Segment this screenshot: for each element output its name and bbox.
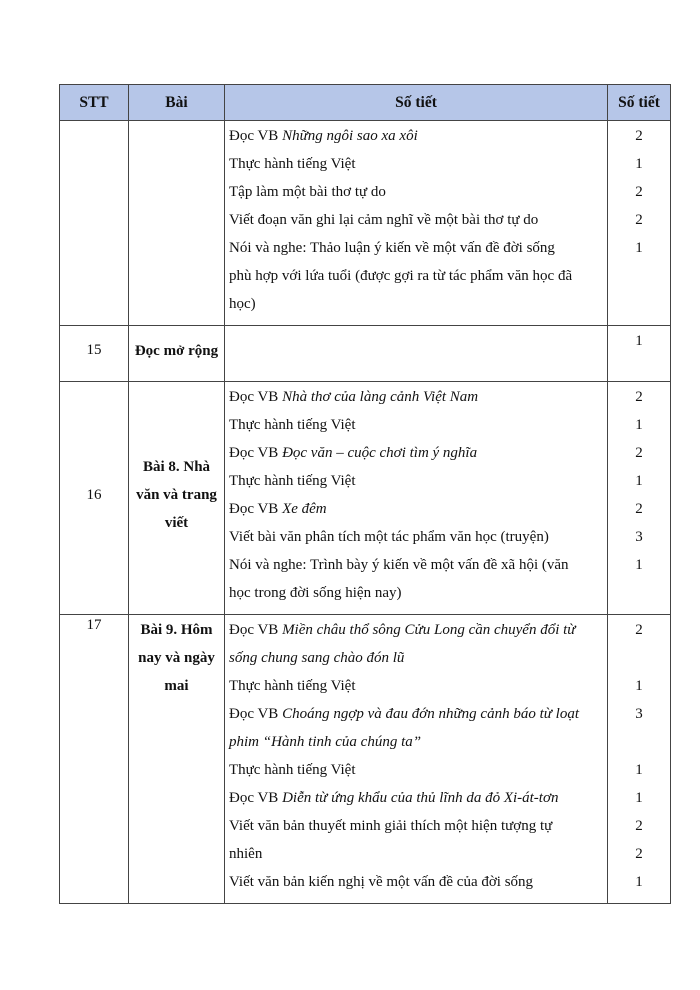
cell-content: [225, 326, 608, 382]
period-value: 2: [635, 128, 643, 144]
content-line: [229, 206, 603, 234]
table-row: [60, 326, 671, 382]
content-text: Viết đoạn văn ghi lại cảm nghĩ về một bài thơ tự do: [229, 212, 539, 228]
content-text: Nói và nghe: Thảo luận ý kiến về một vấn đề đời sống: [229, 240, 555, 256]
header-bai: Bài: [129, 85, 225, 121]
content-text: Đọc VB: [229, 445, 283, 461]
cell-lesson-title: Bài 8. Nhà văn và trang viết: [129, 382, 225, 615]
content-text: học trong đời sống hiện nay): [229, 585, 402, 601]
content-text: Đọc VB: [229, 389, 283, 405]
content-line: [229, 784, 603, 812]
period-value: 1: [635, 417, 643, 433]
content-line: [229, 700, 603, 728]
cell-stt: 15: [60, 326, 129, 382]
period-value: [608, 644, 670, 672]
content-text: Tập làm một bài thơ tự do: [229, 184, 386, 200]
cell-periods: [608, 382, 671, 615]
content-text: Viết văn bản thuyết minh giải thích một hiện tượng tự: [229, 818, 553, 834]
content-line: [229, 644, 603, 672]
content-text: Thực hành tiếng Việt: [229, 156, 356, 172]
content-text: Thực hành tiếng Việt: [229, 417, 356, 433]
content-text: Viết bài văn phân tích một tác phẩm văn học (truyện): [229, 529, 549, 545]
content-line: [229, 383, 603, 411]
content-line: [229, 812, 603, 840]
period-value: 2: [635, 212, 643, 228]
cell-stt: [60, 121, 129, 326]
period-value: [608, 262, 670, 290]
content-line: [229, 579, 603, 607]
cell-content: [225, 121, 608, 326]
content-line: [229, 234, 603, 262]
period-value: [608, 290, 670, 318]
cell-content: [225, 382, 608, 615]
cell-stt: 16: [60, 382, 129, 615]
content-text: Thực hành tiếng Việt: [229, 678, 356, 694]
period-value: 1: [635, 557, 643, 573]
content-line: [229, 262, 603, 290]
period-value: 2: [635, 184, 643, 200]
header-stt: STT: [60, 85, 129, 121]
period-value: 1: [635, 762, 643, 778]
content-line: [229, 150, 603, 178]
content-line: [229, 290, 603, 318]
content-title-italic: Những ngôi sao xa xôi: [282, 128, 418, 144]
period-value: 2: [635, 846, 643, 862]
cell-lesson-title: [129, 121, 225, 326]
period-value: [608, 579, 670, 607]
content-line: [229, 122, 603, 150]
table-row: [60, 382, 671, 615]
content-line: [229, 672, 603, 700]
content-line: [229, 728, 603, 756]
content-text: Đọc VB: [229, 706, 283, 722]
period-value: 1: [635, 790, 643, 806]
content-title-italic: Đọc văn – cuộc chơi tìm ý nghĩa: [282, 445, 478, 461]
content-text: Đọc VB: [229, 501, 283, 517]
content-line: [229, 756, 603, 784]
content-title-italic: Nhà thơ của làng cảnh Việt Nam: [282, 389, 479, 405]
header-content: Số tiết: [225, 85, 608, 121]
content-line: [229, 868, 603, 896]
content-text: phù hợp với lứa tuổi (được gợi ra từ tác phẩm văn học đã: [229, 268, 573, 284]
content-line: [229, 840, 603, 868]
period-value: 1: [635, 156, 643, 172]
content-title-italic: phim “Hành tinh của chúng ta”: [229, 734, 422, 750]
period-value: 3: [635, 706, 643, 722]
cell-stt: 17: [60, 615, 129, 904]
content-text: Nói và nghe: Trình bày ý kiến về một vấn đề xã hội (văn: [229, 557, 569, 573]
content-line: [229, 439, 603, 467]
header-periods: Số tiết: [608, 85, 671, 121]
content-title-italic: sống chung sang chào đón lũ: [229, 650, 405, 666]
content-text: Viết văn bản kiến nghị về một vấn đề của đời sống: [229, 874, 534, 890]
content-line: [229, 411, 603, 439]
period-value: 1: [635, 473, 643, 489]
content-text: nhiên: [229, 846, 263, 862]
curriculum-table: [59, 84, 671, 904]
content-line: [229, 551, 603, 579]
content-title-italic: Choáng ngợp và đau đớn những cảnh báo từ loạt: [282, 706, 580, 722]
content-text: Đọc VB: [229, 128, 283, 144]
period-value: 1: [635, 874, 643, 890]
content-title-italic: Xe đêm: [282, 501, 327, 517]
content-text: học): [229, 296, 256, 312]
content-title-italic: Miền châu thổ sông Cửu Long cần chuyển đổi từ: [282, 622, 576, 638]
period-value: 1: [635, 678, 643, 694]
period-value: 1: [635, 333, 643, 349]
cell-content: [225, 615, 608, 904]
header-row: [60, 85, 671, 121]
period-value: 2: [635, 389, 643, 405]
table-row: [60, 615, 671, 904]
period-value: 2: [635, 818, 643, 834]
content-line: [229, 523, 603, 551]
content-line: [229, 495, 603, 523]
cell-lesson-title: Bài 9. Hôm nay và ngày mai: [129, 615, 225, 904]
cell-lesson-title: Đọc mở rộng: [129, 326, 225, 382]
table-row: [60, 121, 671, 326]
period-value: 3: [635, 529, 643, 545]
cell-periods: [608, 615, 671, 904]
period-value: [608, 728, 670, 756]
cell-periods: [608, 121, 671, 326]
content-text: Đọc VB: [229, 790, 283, 806]
content-text: Thực hành tiếng Việt: [229, 473, 356, 489]
period-value: 2: [635, 445, 643, 461]
content-text: Thực hành tiếng Việt: [229, 762, 356, 778]
content-text: Đọc VB: [229, 622, 283, 638]
period-value: 1: [635, 240, 643, 256]
content-title-italic: Diễn từ ứng khẩu của thủ lĩnh da đỏ Xi-át-tơn: [282, 790, 559, 806]
content-line: [229, 467, 603, 495]
content-line: [229, 178, 603, 206]
content-line: [229, 616, 603, 644]
period-value: 2: [635, 622, 643, 638]
cell-periods: [608, 326, 671, 382]
period-value: 2: [635, 501, 643, 517]
